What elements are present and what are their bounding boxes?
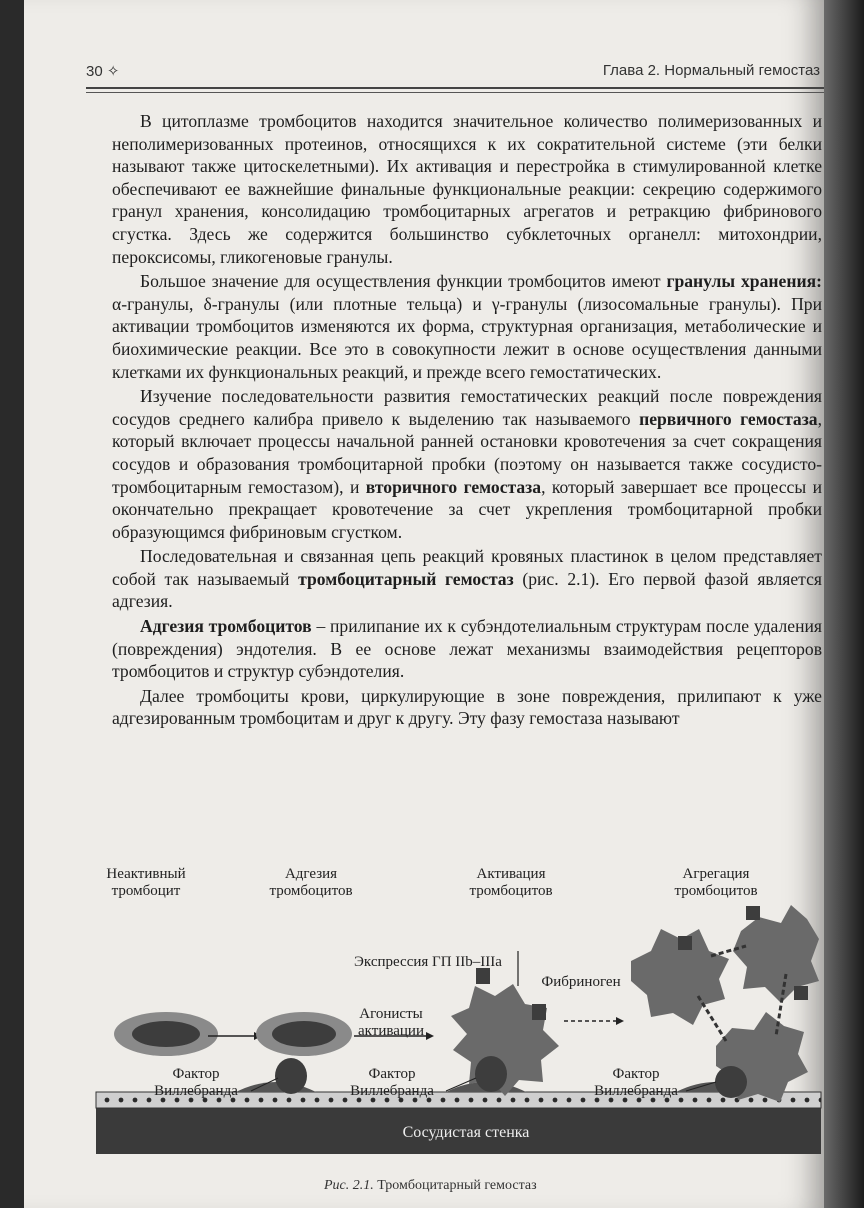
gp-receptor — [678, 936, 692, 950]
inactive-platelet-core — [132, 1021, 200, 1047]
vwf-blob — [275, 1058, 307, 1094]
expression-label: Экспрессия ГП IIb–IIIa — [354, 954, 502, 970]
stage-label-inactive: Неактивный тромбоцит — [106, 866, 186, 899]
vwf-label: Фактор Виллебранда — [154, 1066, 238, 1099]
figure-caption — [324, 1178, 724, 1194]
book-page — [24, 0, 824, 1208]
text-run: – прилипание их к субэндотелиальным структурам после удаления (повреждения) эндотелия. В ее основе лежат механизмы взаимодействия рецепторов тромбоцитов и структур субэндотелия. — [112, 616, 822, 682]
fibrinogen-label: Фибриноген — [541, 974, 621, 990]
bold-term: гранулы хранения: — [666, 271, 822, 292]
paragraph — [112, 270, 822, 383]
vessel-wall-label: Сосудистая стенка — [402, 1124, 530, 1141]
text-run: Последовательная и связанная цепь реакций кровяных пластинок в целом представляет собой так называемый — [112, 546, 822, 589]
stage-label-aggregation: Агрегация тромбоцитов — [674, 866, 758, 899]
text-run: Далее тромбоциты крови, циркулирующие в зоне повреждения, прилипают к уже адгезированным тромбоцитам и друг к другу. Эту фазу гемостаза называют — [112, 685, 822, 729]
agonists-label: Агонисты активации — [358, 1006, 424, 1039]
text-run: , который включает процессы начальной ранней остановки кровотечения за счет сокращения сосудов и образования тромбоцитарной пробки (поэтому он называется также сосудисто-тромбоцитарным гемостазом), и — [112, 408, 822, 497]
chapter-title: Глава 2. Нормальный гемостаз — [602, 62, 820, 79]
bold-term: тромбоцитарный гемостаз — [298, 568, 514, 589]
page-edge-shadow — [824, 0, 864, 1208]
paragraph — [112, 545, 822, 613]
text-run: , который завершает все процессы и окончательно прекращает кровотечение за счет укрепления тромбоцитарной пробки образующимся фибриновым сгустком. — [112, 476, 823, 542]
vwf-label: Фактор Виллебранда — [350, 1066, 434, 1099]
stage-label-activation: Активация тромбоцитов — [469, 866, 553, 899]
text-run: В цитоплазме тромбоцитов находится значительное количество полимеризованных и неполимеризованных протеинов, относящихся к их сократительной системе (эти белки называют также цитоскелетными). Их активация и перестройка в стимулированной клетке обеспечивают ее важнейшие финальные функциональные реакции: секрецию содержимого гранул хранения, консолидацию тромбоцитарных агрегатов и ретракцию фибринового сгустка. Здесь же содержится большинство субклеточных органелл: митохондрии, пероксисомы, гликогеновые гранулы. — [112, 111, 822, 267]
bold-term: первичного гемостаза — [639, 408, 818, 429]
arrow-head — [616, 1017, 624, 1025]
header-rule-thin — [86, 92, 824, 93]
running-header — [86, 60, 824, 84]
text-run: (рис. 2.1). Его первой фазой является адгезия. — [112, 568, 822, 612]
page-number-block — [86, 62, 119, 80]
vwf-blob — [715, 1066, 747, 1098]
header-rule-thick — [86, 87, 824, 89]
page-number: 30 — [86, 63, 103, 80]
gp-receptor — [746, 906, 760, 920]
caption-prefix: Рис. 2.1. — [324, 1178, 374, 1193]
paragraph — [112, 615, 822, 683]
figure-illustration — [86, 856, 824, 1156]
ornament-icon: ✧ — [106, 63, 120, 80]
paragraph — [112, 110, 822, 268]
text-run: Большое значение для осуществления функции тромбоцитов имеют — [140, 271, 667, 292]
paragraph — [112, 685, 822, 730]
vwf-label: Фактор Виллебранда — [594, 1066, 678, 1099]
bold-term: вторичного гемостаза — [365, 476, 542, 497]
figure-platelet-hemostasis — [86, 856, 824, 1156]
text-run: α-гранулы, δ-гранулы (или плотные тельца) и γ-гранулы (лизосомальные гранулы). При активации тромбоцитов изменяются их форма, структурная организация, метаболические и биохимические реакции. Все это в совокупности лежит в основе осуществления данными клетками их функциональных реакций, и прежде всего гемостатических. — [112, 293, 822, 382]
bold-term: Адгезия тромбоцитов — [140, 616, 312, 637]
vwf-blob — [475, 1056, 507, 1092]
text-run: Изучение последовательности развития гемостатических реакций после повреждения сосудов среднего калибра привело к выделению так называемого — [112, 386, 822, 429]
adherent-platelet-core — [272, 1021, 336, 1047]
gp-receptor — [532, 1004, 546, 1020]
body-text — [112, 110, 822, 730]
caption-text: Тромбоцитарный гемостаз — [373, 1178, 537, 1193]
gp-receptor — [794, 986, 808, 1000]
paragraph — [112, 385, 822, 543]
stage-label-adhesion: Адгезия тромбоцитов — [269, 866, 353, 899]
